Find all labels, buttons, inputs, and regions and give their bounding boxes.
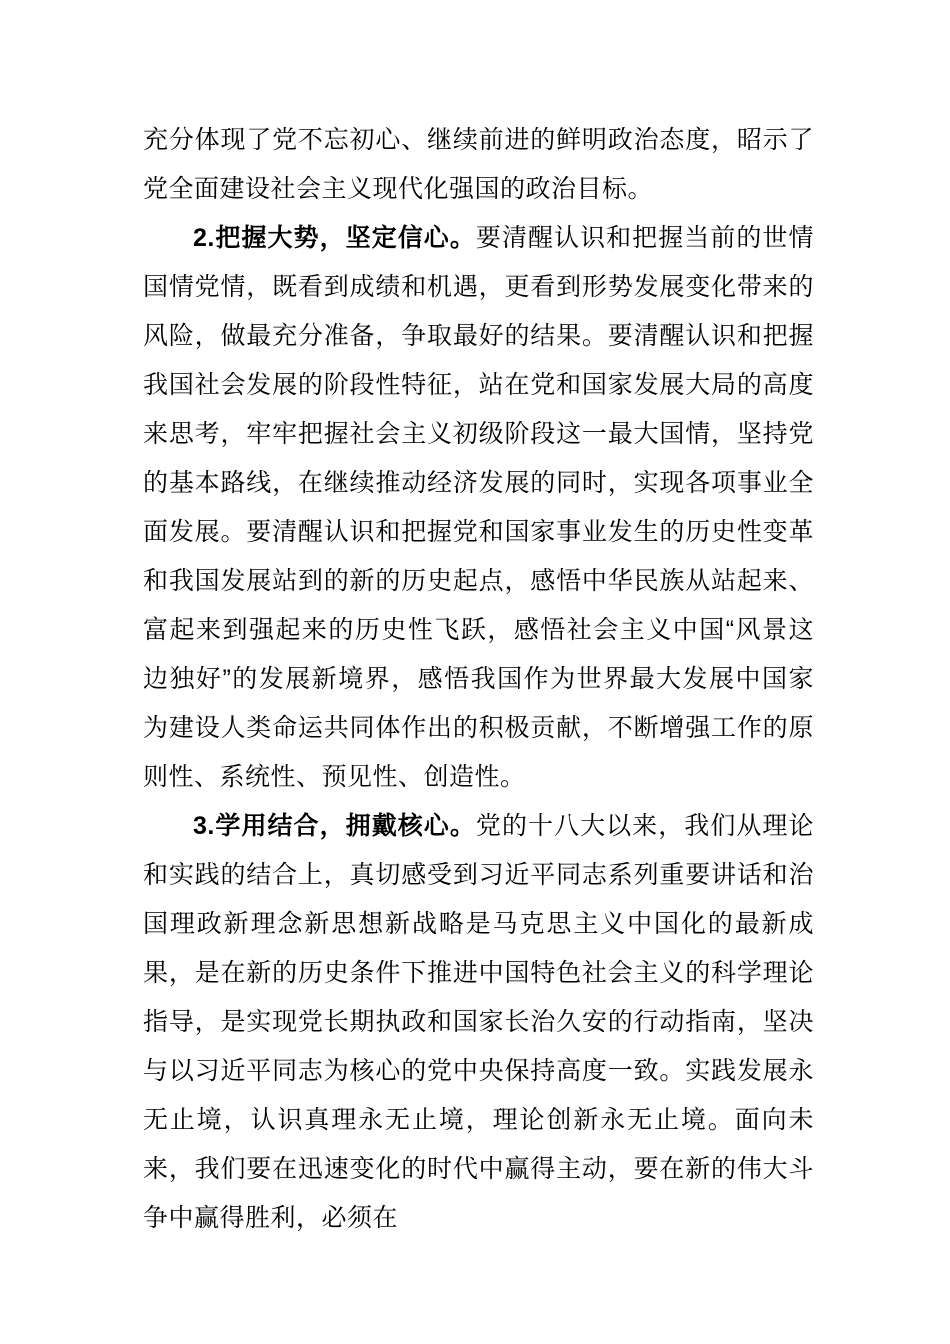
paragraph-text: 充分体现了党不忘初心、继续前进的鲜明政治态度，昭示了党全面建设社会主义现代化强国的政治目标。 [143,126,814,203]
paragraph-section-2 [143,214,814,802]
paragraph-lead: 2.把握大势，坚定信心。 [193,224,476,252]
paragraph-lead: 3.学用结合，拥戴核心。 [193,812,476,840]
paragraph-section-3 [143,802,814,1243]
paragraph-text: 要清醒认识和把握当前的世情国情党情，既看到成绩和机遇，更看到形势发展变化带来的风险，做最充分准备，争取最好的结果。要清醒认识和把握我国社会发展的阶段性特征，站在党和国家发展大局的高度来思考，牢牢把握社会主义初级阶段这一最大国情，坚持党的基本路线，在继续推动经济发展的同时，实现各项事业全面发展。要清醒认识和把握党和国家事业发生的历史性变革和我国发展站到的新的历史起点，感悟中华民族从站起来、富起来到强起来的历史性飞跃，感悟社会主义中国“风景这边独好”的发展新境界，感悟我国作为世界最大发展中国家为建设人类命运共同体作出的积极贡献，不断增强工作的原则性、系统性、预见性、创造性。 [143,224,814,791]
paragraph-continuation [143,116,814,214]
paragraph-text: 党的十八大以来，我们从理论和实践的结合上，真切感受到习近平同志系列重要讲话和治国理政新理念新思想新战略是马克思主义中国化的最新成果，是在新的历史条件下推进中国特色社会主义的科学理论指导，是实现党长期执政和国家长治久安的行动指南，坚决与以习近平同志为核心的党中央保持高度一致。实践发展永无止境，认识真理永无止境，理论创新永无止境。面向未来，我们要在迅速变化的时代中赢得主动，要在新的伟大斗争中赢得胜利，必须在 [143,812,814,1232]
